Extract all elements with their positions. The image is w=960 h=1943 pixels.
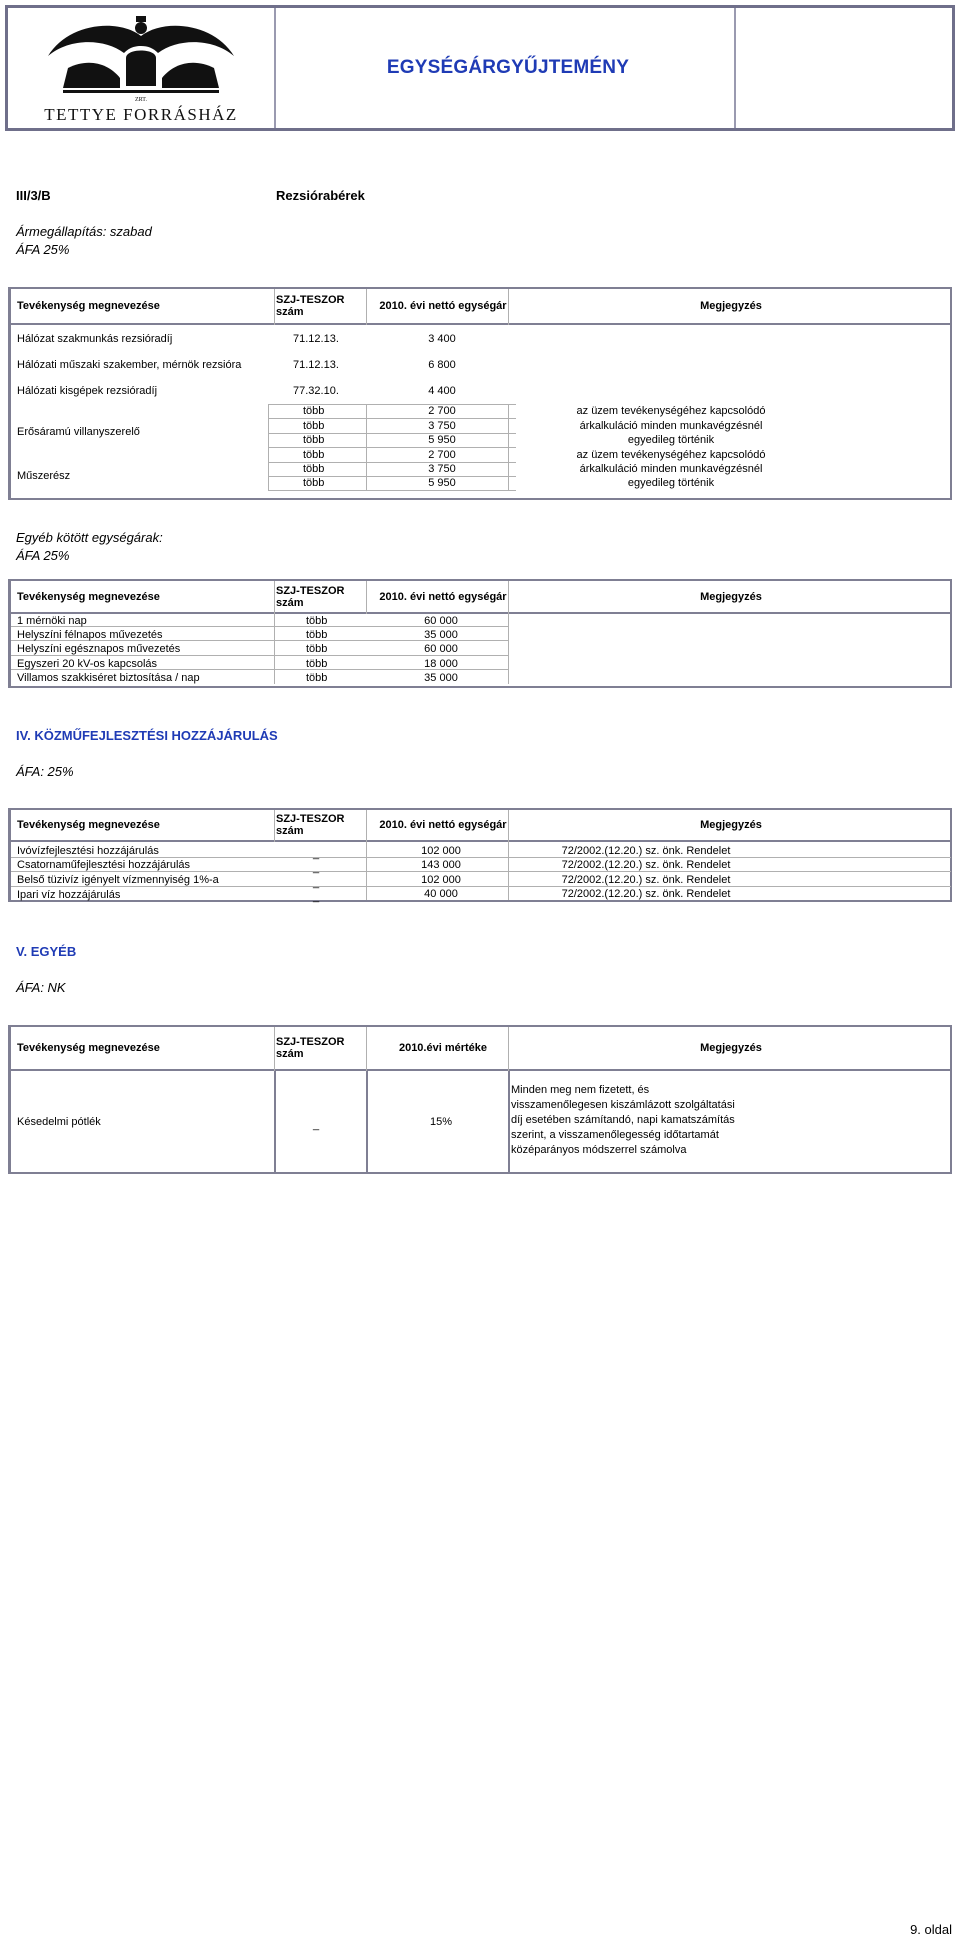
group-note-line: árkalkuláció minden munkavégzésnél (579, 420, 763, 432)
group-name: Műszerész (17, 470, 71, 482)
group-line-szj: több (303, 449, 325, 461)
col-header-rate: 2010.évi mértéke (398, 1042, 488, 1054)
group-line-szj: több (303, 463, 325, 475)
col-header-name: Tevékenység megnevezése (17, 590, 160, 603)
group-line-price: 3 750 (428, 420, 456, 432)
table-row-price: 35 000 (424, 672, 458, 684)
col-header-szj: SZJ-TESZOR szám (276, 294, 345, 318)
col-header-name: Tevékenység megnevezése (17, 819, 160, 831)
table-row-price: 102 000 (421, 874, 461, 886)
table-header (11, 289, 950, 325)
table-row-name: Ivóvízfejlesztési hozzájárulás (17, 845, 159, 857)
table-row-price: 60 000 (424, 615, 458, 627)
table-row-szj: _ (313, 848, 320, 860)
svg-text:TETTYE FORRÁSHÁZ: TETTYE FORRÁSHÁZ (44, 105, 238, 124)
group-line-price: 3 750 (428, 463, 456, 475)
table-row-name: Csatornaműfejlesztési hozzájárulás (17, 859, 191, 871)
group-note-line: egyedileg történik (627, 477, 715, 489)
col-header-name: Tevékenység megnevezése (17, 300, 160, 312)
tettye-forrashaz-logo (8, 8, 274, 128)
table-row-note: 72/2002.(12.20.) sz. önk. Rendelet (561, 874, 731, 886)
col-header-szj: SZJ-TESZOR szám (276, 584, 345, 609)
table-row-szj: több (306, 643, 328, 655)
table-row-szj: 71.12.13. (293, 359, 339, 371)
section-5-vat: ÁFA: NK (16, 980, 66, 995)
header-empty-cell (736, 8, 952, 128)
table-row-note-line: visszamenőlegesen kiszámlázott szolgáltatási (511, 1099, 735, 1111)
table-row-note: 72/2002.(12.20.) sz. önk. Rendelet (561, 845, 731, 857)
col-header-price: 2010. évi nettó egységár (379, 300, 507, 312)
other-prices-table (8, 579, 952, 688)
table-row-name: Ipari víz hozzájárulás (17, 889, 121, 901)
table-row-note: 72/2002.(12.20.) sz. önk. Rendelet (561, 859, 731, 871)
col-header-note: Megjegyzés (700, 590, 762, 603)
table-row-note-line: díj esetében számítandó, napi kamatszámítás (511, 1114, 735, 1126)
table-row-szj: _ (313, 1119, 320, 1131)
table-row-name: Hálózati kisgépek rezsióradíj (17, 385, 158, 397)
table-row-price: 40 000 (424, 888, 458, 900)
table-row-szj: _ (313, 877, 320, 889)
table-row-szj: több (306, 629, 328, 641)
table-row-price: 3 400 (428, 333, 456, 345)
table-row-note-line: középarányos módszerrel számolva (511, 1144, 687, 1156)
table-row-name: Belső tüzivíz igényelt vízmennyiség 1%-a (17, 874, 219, 886)
table-row-rate: 15% (429, 1116, 453, 1128)
header-logo-cell (8, 8, 276, 128)
table-row-note: 72/2002.(12.20.) sz. önk. Rendelet (561, 888, 731, 900)
utility-contribution-table (8, 808, 952, 902)
section-5-title: V. EGYÉB (16, 944, 77, 959)
group-line-szj: több (303, 434, 325, 446)
table-row-szj: _ (313, 891, 320, 903)
group-line-szj: több (303, 405, 325, 417)
table-row-szj: több (306, 672, 328, 684)
group-note-line: az üzem tevékenységéhez kapcsolódó (576, 449, 766, 461)
vat-rate: ÁFA 25% (16, 242, 70, 257)
section-title: Rezsiórabérek (276, 188, 365, 203)
table-row-szj: _ (313, 862, 320, 874)
section-other-title: Egyéb kötött egységárak: (16, 530, 163, 545)
group-name: Erősáramú villanyszerelő (17, 426, 140, 438)
col-header-note: Megjegyzés (700, 1042, 762, 1054)
group-note-line: az üzem tevékenységéhez kapcsolódó (576, 405, 766, 417)
page-number: 9. oldal (910, 1922, 952, 1937)
table-row-note-line: Minden meg nem fizetett, és (511, 1084, 650, 1096)
group-line-szj: több (303, 420, 325, 432)
table-row-price: 60 000 (424, 643, 458, 655)
table-header (11, 1027, 950, 1071)
page-header (5, 5, 955, 131)
col-header-szj: SZJ-TESZOR szám (276, 1036, 345, 1060)
table-row-szj: több (306, 615, 328, 627)
table-row-name: Helyszíni félnapos művezetés (17, 629, 163, 641)
table-row-name: Villamos szakkiséret biztosítása / nap (17, 672, 200, 684)
section-code: III/3/B (16, 188, 51, 203)
col-header-note: Megjegyzés (700, 819, 762, 831)
group-line-price: 2 700 (428, 449, 456, 461)
section-other-vat: ÁFA 25% (16, 548, 70, 563)
col-header-szj: SZJ-TESZOR szám (276, 813, 345, 837)
table-row-name: Hálózat szakmunkás rezsióradíj (17, 333, 173, 345)
table-row-name: Késedelmi pótlék (17, 1116, 101, 1128)
table-row-price: 102 000 (421, 845, 461, 857)
pricing-method: Ármegállapítás: szabad (16, 224, 152, 239)
table-row-price: 35 000 (424, 629, 458, 641)
table-header (11, 581, 950, 614)
group-line-price: 5 950 (428, 434, 456, 446)
table-row-price: 18 000 (424, 658, 458, 670)
table-row-price: 143 000 (421, 859, 461, 871)
section-4-title: IV. KÖZMŰFEJLESZTÉSI HOZZÁJÁRULÁS (16, 728, 278, 743)
col-header-name: Tevékenység megnevezése (17, 1042, 160, 1054)
group-line-price: 2 700 (428, 405, 456, 417)
group-line-szj: több (303, 477, 325, 489)
col-header-note: Megjegyzés (700, 300, 762, 312)
table-row-price: 6 800 (428, 359, 456, 371)
document-title: EGYSÉGÁRGYŰJTEMÉNY (386, 57, 630, 78)
other-table (8, 1025, 952, 1174)
table-row-name: Hálózati műszaki szakember, mérnök rezsióra (17, 359, 242, 371)
table-header (11, 810, 950, 842)
group-note-line: árkalkuláció minden munkavégzésnél (579, 463, 763, 475)
rezsi-table (8, 287, 952, 500)
table-row-name: Helyszíni egésznapos művezetés (17, 643, 181, 655)
group-line-price: 5 950 (428, 477, 456, 489)
table-row-szj: 71.12.13. (293, 333, 339, 345)
table-row-szj: 77.32.10. (293, 385, 339, 397)
table-row-name: 1 mérnöki nap (17, 615, 87, 627)
table-row-price: 4 400 (428, 385, 456, 397)
table-row-name: Egyszeri 20 kV-os kapcsolás (17, 658, 158, 670)
group-note-line: egyedileg történik (627, 434, 715, 446)
svg-text:ZRT.: ZRT. (134, 97, 148, 103)
col-header-price: 2010. évi nettó egységár (379, 590, 507, 603)
section-4-vat: ÁFA: 25% (16, 764, 74, 779)
table-row-note-line: szerint, a visszamenőlegesség időtartamát (511, 1129, 719, 1141)
col-header-price: 2010. évi nettó egységár (379, 819, 507, 831)
table-row-szj: több (306, 658, 328, 670)
